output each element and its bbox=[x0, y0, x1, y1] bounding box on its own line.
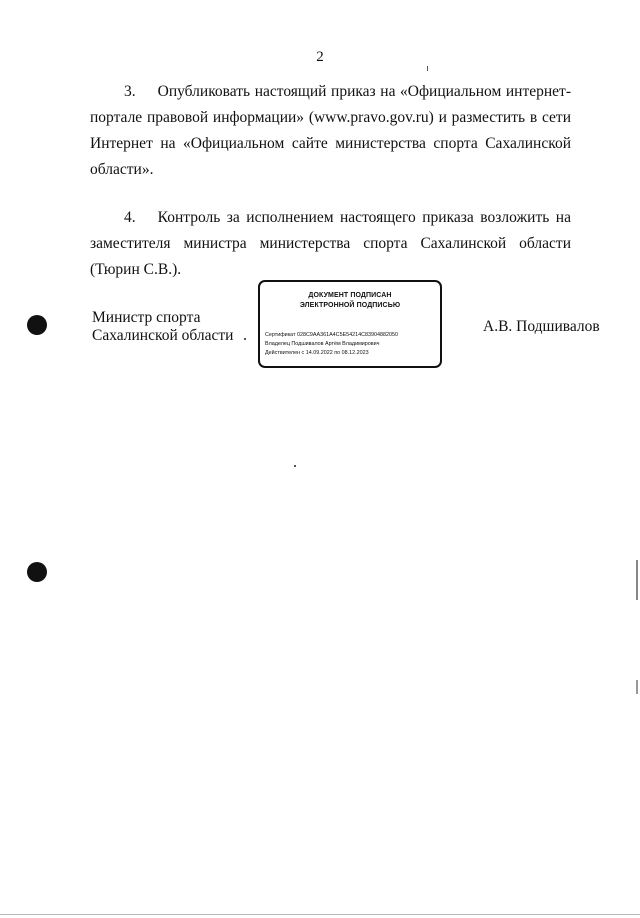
stamp-header-line: ДОКУМЕНТ ПОДПИСАН bbox=[308, 292, 392, 299]
stamp-certificate: Сертификат 028C9AA361A4C5E54214C83904882050 bbox=[265, 332, 399, 338]
paragraph-text: Контроль за исполнением настоящего приказа возложить на заместителя министра министерства спорта Сахалинской области (Тюрин С.В.). bbox=[90, 209, 571, 278]
electronic-signature-stamp bbox=[258, 280, 442, 368]
signer-title bbox=[92, 309, 233, 345]
scan-speck bbox=[427, 66, 428, 71]
punch-hole bbox=[27, 562, 47, 582]
scan-edge-mark bbox=[636, 560, 638, 600]
scan-speck bbox=[244, 338, 246, 340]
stamp-header-line: ЭЛЕКТРОННОЙ ПОДПИСЬЮ bbox=[299, 302, 401, 309]
signer-title-line: Сахалинской области bbox=[92, 327, 234, 344]
page-number: 2 bbox=[316, 49, 324, 65]
stamp-validity: Действителен с 14.09.2022 по 08.12.2023 bbox=[265, 350, 369, 356]
paragraph-text: Опубликовать настоящий приказ на «Официальном интернет-портале правовой информации» (www.pravo.gov.ru) и разместить в сети Интернет на «Официальном сайте министерства спорта Сахалинской области». bbox=[90, 83, 571, 178]
paragraph-number: 4. bbox=[124, 209, 136, 226]
scan-speck bbox=[294, 465, 296, 467]
stamp-header bbox=[260, 291, 440, 311]
punch-hole bbox=[27, 315, 47, 335]
stamp-details bbox=[265, 331, 436, 358]
paragraph-number: 3. bbox=[124, 83, 136, 100]
signer-name: А.В. Подшивалов bbox=[483, 318, 600, 335]
signer-title-line: Министр спорта bbox=[92, 309, 201, 326]
stamp-owner: Владелец Подшивалов Артём Владимирович bbox=[265, 341, 380, 347]
paragraph-3 bbox=[90, 79, 571, 183]
scan-edge-mark bbox=[636, 680, 638, 694]
scan-bottom-edge bbox=[0, 914, 640, 915]
paragraph-4 bbox=[90, 205, 571, 283]
